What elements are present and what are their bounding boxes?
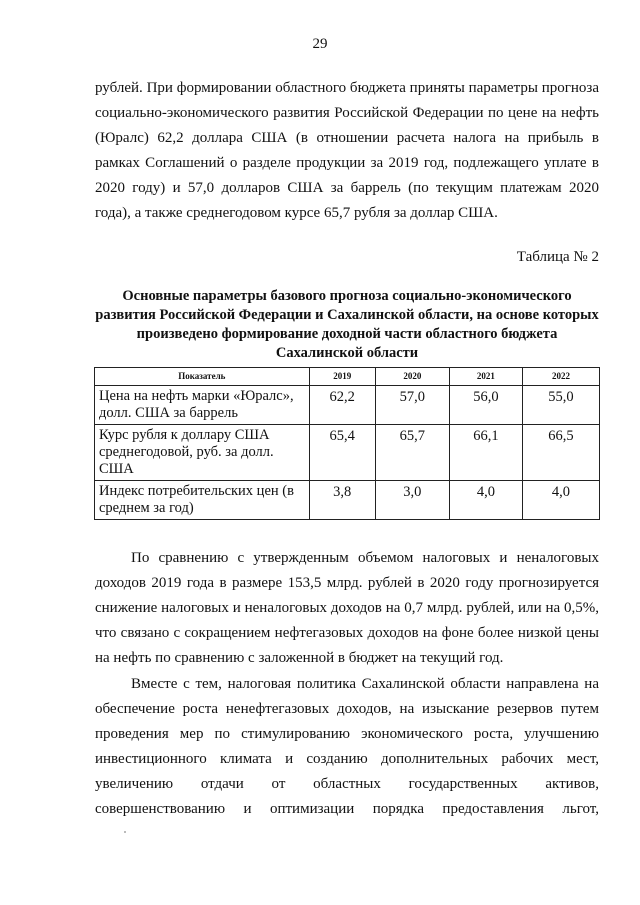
page-number: 29 [312, 36, 328, 52]
table-row [95, 481, 600, 520]
cell-value: 55,0 [522, 386, 599, 425]
table-title: Основные параметры базового прогноза социально-экономического развития Российской Федерации и Сахалинской области, на основе которых произведено формирование доходной части областного бюджета Сахалинской области [95, 288, 599, 361]
scan-artifact [124, 831, 126, 833]
cell-value: 62,2 [309, 386, 375, 425]
parameters-table [94, 367, 600, 520]
table-caption: Таблица № 2 [516, 249, 599, 265]
cell-value: 4,0 [449, 481, 522, 520]
cell-value: 3,0 [375, 481, 449, 520]
cell-value: 57,0 [375, 386, 449, 425]
header-year-2021: 2021 [449, 368, 522, 386]
header-indicator: Показатель [95, 368, 310, 386]
body-paragraph-revenue: По сравнению с утвержденным объемом налоговых и неналоговых доходов 2019 года в размере 153,5 млрд. рублей в 2020 году прогнозируется снижение налоговых и неналоговых доходов на 0,7 млрд. рублей, или на 0,5%, что связано с сокращением нефтегазовых доходов на фоне более низкой цены на нефть по сравнению с заложенной в бюджет на текущий год. [95, 550, 599, 666]
intro-paragraph: рублей. При формировании областного бюджета приняты параметры прогноза социально-экономического развития Российской Федерации по цене на нефть (Юралс) 62,2 доллара США (в отношении расчета налога на прибыль в рамках Соглашений о разделе продукции за 2019 год, подлежащего уплате в 2020 году) и 57,0 долларов США за баррель (по текущим платежам 2020 года), а также среднегодовом курсе 65,7 рубля за доллар США. [95, 80, 599, 221]
table-row [95, 386, 600, 425]
header-year-2022: 2022 [522, 368, 599, 386]
table-header-row [95, 368, 600, 386]
row-label: Курс рубля к доллару США среднегодовой, руб. за долл. США [95, 425, 310, 481]
cell-value: 65,7 [375, 425, 449, 481]
cell-value: 56,0 [449, 386, 522, 425]
cell-value: 66,5 [522, 425, 599, 481]
cell-value: 66,1 [449, 425, 522, 481]
row-label: Индекс потребительских цен (в среднем за год) [95, 481, 310, 520]
body-paragraph-tax-policy: Вместе с тем, налоговая политика Сахалинской области направлена на обеспечение роста ненефтегазовых доходов, на изыскание резервов путем проведения мер по стимулированию экономического роста, улучшению инвестиционного климата и созданию дополнительных рабочих мест, увеличению отдачи от областных государственных активов, совершенствованию и оптимизации порядка предоставления льгот, [95, 676, 599, 817]
header-year-2020: 2020 [375, 368, 449, 386]
cell-value: 3,8 [309, 481, 375, 520]
row-label: Цена на нефть марки «Юралс», долл. США за баррель [95, 386, 310, 425]
table-row [95, 425, 600, 481]
cell-value: 4,0 [522, 481, 599, 520]
cell-value: 65,4 [309, 425, 375, 481]
header-year-2019: 2019 [309, 368, 375, 386]
